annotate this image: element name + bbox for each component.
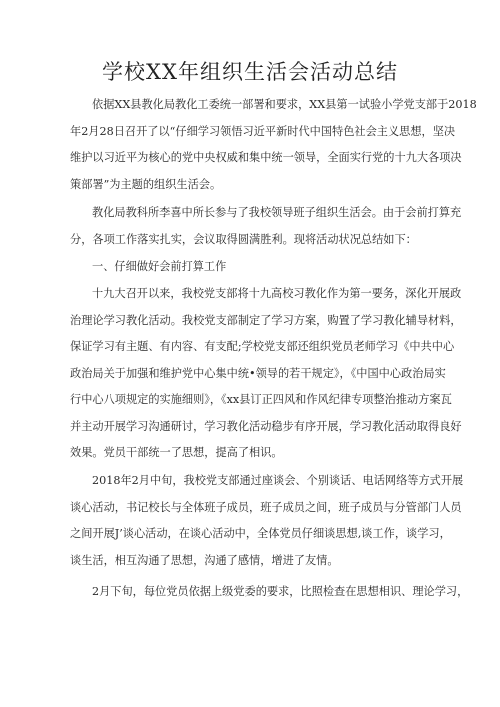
paragraph-review: [70, 579, 469, 606]
text-line: 2018年2月中旬，我校党支部通过座谈会、个别谈话、电话网络等方式开展: [92, 474, 464, 487]
text-line: 政治局关于加强和维护党中心集中统•领导的若干规定》，《中国中心政治局实: [70, 366, 446, 380]
text-line: 保证学习有主题、有内容、有支配;学校党支部还组织党员老师学习《中共中心: [70, 340, 455, 353]
text-line: 并主动开展学习沟通研讨，学习教化活动稳步有序开展，学习教化活动取得良好: [70, 419, 462, 433]
paragraph-intro: [70, 92, 477, 198]
text-line: 分，各项工作落实扎实，会议取得圆满胜利。现将活动状况总结如下：: [70, 232, 417, 246]
paragraph-study: [70, 281, 462, 467]
text-line: 十九大召开以来，我校党支部将十九高校习教化作为第一要务，深化开展政: [92, 287, 462, 300]
text-line: 依据XX县教化局教化工委统一部署和要求，XX县第一试验小学党支部于2018: [92, 98, 477, 111]
section-heading: [70, 254, 450, 281]
text-line: 之间开展J’谈心活动，在谈心活动中，全体党员仔细谈思想,谈工作，谈学习，: [70, 527, 451, 540]
text-line: 一、仔细做好会前打算工作: [92, 260, 227, 273]
text-line: 策部署”为主题的组织生活会。: [70, 177, 222, 191]
text-line: 行中心八项规定的实施细则》，《xx县订正四风和作风纪律专项整治推动方案瓦: [70, 393, 452, 406]
text-line: 年2月28日召开了以“仔细学习领悟习近平新时代中国特色社会主义思想，坚决: [70, 124, 456, 138]
text-line: 治理论学习教化活动。我校党支部制定了学习方案，购置了学习教化辅导材料，: [70, 313, 462, 327]
paragraph-talks: [70, 468, 464, 574]
text-line: 教化局教科所李喜中所长参与了我校领导班子组织生活会。由于会前打算充: [92, 206, 462, 219]
text-line: 维护以习近平为核心的党中央权威和集中统一领导，全面实行党的十九大各项决: [70, 151, 462, 164]
paragraph-attendance: [70, 200, 462, 253]
page-title: 学校XX年组织生活会活动总结: [102, 60, 398, 84]
text-line: 谈心活动，书记校长与全体班子成员，班子成员之间，班子成员与分管部门人员: [70, 500, 462, 514]
text-line: 2月下旬，每位党员依据上级党委的要求，比照检查在思想相识、理论学习，: [92, 585, 469, 598]
text-line: 效果。党员干部统一了思想，提高了相识。: [70, 446, 283, 459]
text-line: 谈生活，相互沟通了思想，沟通了感情，增进了友情。: [70, 553, 339, 567]
